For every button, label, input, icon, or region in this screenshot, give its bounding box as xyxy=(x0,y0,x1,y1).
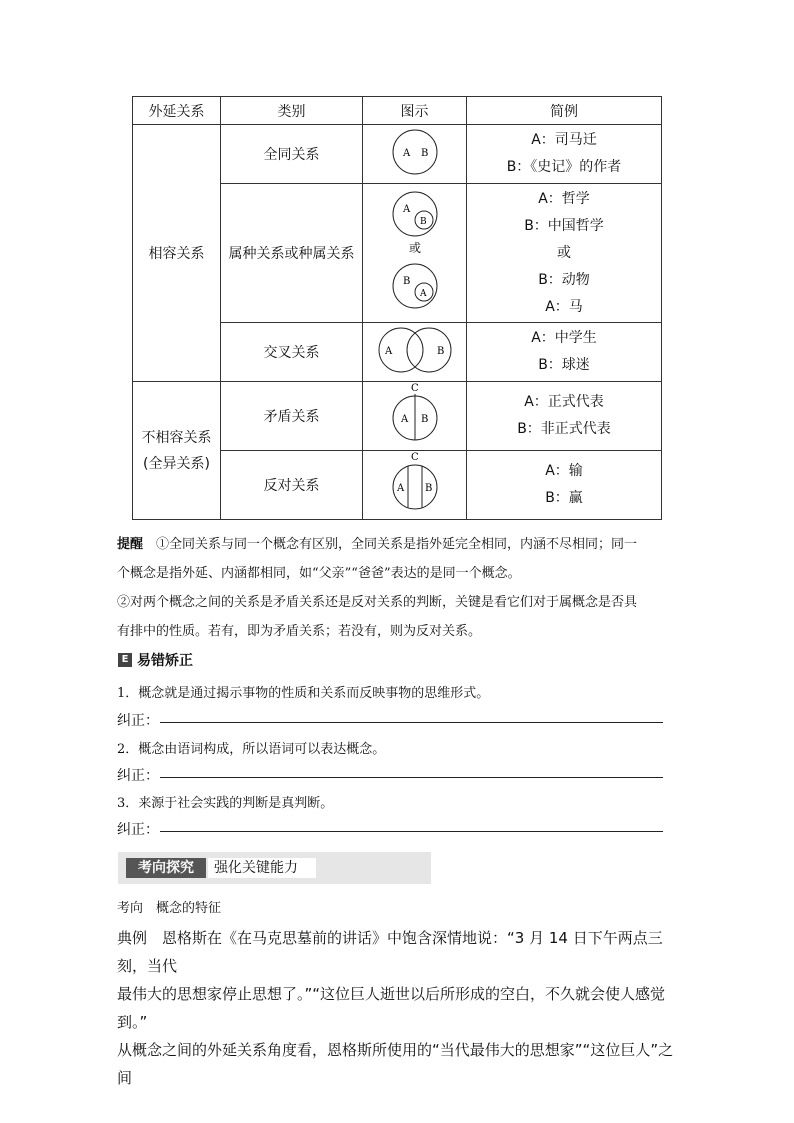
error-section-title xyxy=(118,650,193,670)
incompatible-line: 不相容关系 xyxy=(141,429,212,446)
label-a: A xyxy=(402,204,410,215)
example-line: A：哲学 xyxy=(538,190,590,207)
label-b: B xyxy=(419,217,427,227)
banner-light-label: 强化关键能力 xyxy=(208,858,316,878)
example-para-line: 最伟大的思想家停止思想了。”“这位巨人逝世以后所形成的空白，不久就会使人感觉到。” xyxy=(117,985,666,1031)
diagram-identical xyxy=(363,125,467,184)
label-b: B xyxy=(402,276,410,287)
example-paragraph xyxy=(117,924,683,1092)
fix-line-3[interactable] xyxy=(160,831,663,832)
example-cell xyxy=(467,184,662,323)
error-correction-icon: E xyxy=(118,653,132,667)
example-line: B：非正式代表 xyxy=(517,421,611,437)
tip-block xyxy=(117,530,677,646)
example-line: B：赢 xyxy=(545,490,583,506)
label-c: C xyxy=(410,383,419,394)
error-item-2: 2．概念由语词构成，所以语词可以表达概念。 xyxy=(117,742,386,757)
example-line: A：司马迁 xyxy=(531,132,597,148)
example-line: A：输 xyxy=(545,463,583,479)
diagram-genus xyxy=(363,184,467,323)
label-b: B xyxy=(420,148,428,159)
compatible-label: 相容关系 xyxy=(133,125,221,382)
incompatible-line: (全异关系) xyxy=(143,455,210,472)
category-cell: 全同关系 xyxy=(221,125,363,184)
header-diagram: 图示 xyxy=(363,97,467,125)
example-para-line: 典例 恩格斯在《在马克思墓前的讲话》中饱含深情地说：“3 月 14 日下午两点三刻，当代 xyxy=(117,929,663,975)
tip-line-3: ②对两个概念之间的关系是矛盾关系还是反对关系的判断，关键是看它们对于属概念是否具 xyxy=(117,595,638,610)
header-example: 简例 xyxy=(467,97,662,125)
category-cell: 属种关系或种属关系 xyxy=(221,184,363,323)
example-cell xyxy=(467,451,662,520)
table-row xyxy=(133,382,662,451)
label-c: C xyxy=(410,452,419,463)
section-banner xyxy=(118,852,431,884)
error-item-1: 1．概念就是通过揭示事物的性质和关系而反映事物的思维形式。 xyxy=(117,686,490,701)
label-or: 或 xyxy=(408,241,421,255)
example-heading: 考向 概念的特征 xyxy=(117,901,222,916)
category-cell: 矛盾关系 xyxy=(221,382,363,451)
diagram-intersect xyxy=(363,323,467,382)
fix-label: 纠正： xyxy=(117,713,159,729)
table-row xyxy=(133,125,662,184)
example-line: B：中国哲学 xyxy=(524,217,604,234)
label-a: A xyxy=(384,346,392,357)
tip-line-1 xyxy=(117,530,677,559)
header-category: 类别 xyxy=(221,97,363,125)
fix-label: 纠正： xyxy=(117,822,159,838)
relation-table xyxy=(132,96,662,520)
diagram-contradiction xyxy=(363,382,467,451)
tip-line-2: 个概念是指外延、内涵都相同，如“父亲”“爸爸”表达的是同一个概念。 xyxy=(117,566,521,581)
error-item-3: 3．来源于社会实践的判断是真判断。 xyxy=(117,796,334,811)
example-line: B：动物 xyxy=(538,271,590,288)
example-cell xyxy=(467,125,662,184)
example-cell xyxy=(467,323,662,382)
label-a: A xyxy=(402,148,410,159)
label-a: A xyxy=(396,483,404,494)
label-a: A xyxy=(419,289,426,299)
example-line: A：马 xyxy=(545,298,583,315)
diagram-contrary xyxy=(363,451,467,520)
example-para-line: 从概念之间的外延关系角度看，恩格斯所使用的“当代最伟大的思想家”“这位巨人”之间 xyxy=(117,1041,674,1087)
label-a: A xyxy=(400,414,408,425)
tip-text: ①全同关系与同一个概念有区别，全同关系是指外延完全相同，内涵不尽相同；同一 xyxy=(156,537,638,552)
tip-line-4: 有排中的性质。若有，即为矛盾关系；若没有，则为反对关系。 xyxy=(117,624,482,639)
incompatible-label xyxy=(133,382,221,520)
table-header-row xyxy=(133,97,662,125)
header-extension: 外延关系 xyxy=(133,97,221,125)
example-line: B：《史记》的作者 xyxy=(506,159,622,175)
error-title-text: 易错矫正 xyxy=(137,653,193,669)
label-b: B xyxy=(420,414,428,425)
tip-label: 提醒 xyxy=(117,537,144,552)
example-cell xyxy=(467,382,662,451)
label-b: B xyxy=(436,346,444,357)
fix-line-1[interactable] xyxy=(160,722,663,723)
category-cell: 反对关系 xyxy=(221,451,363,520)
label-b: B xyxy=(424,483,432,494)
example-line: B：球迷 xyxy=(538,357,590,373)
example-line: A：正式代表 xyxy=(524,394,604,410)
banner-dark-label: 考向探究 xyxy=(126,858,206,878)
example-line: A：中学生 xyxy=(531,330,597,346)
example-line: 或 xyxy=(557,244,571,261)
category-cell: 交叉关系 xyxy=(221,323,363,382)
fix-line-2[interactable] xyxy=(160,777,663,778)
fix-label: 纠正： xyxy=(117,768,159,784)
